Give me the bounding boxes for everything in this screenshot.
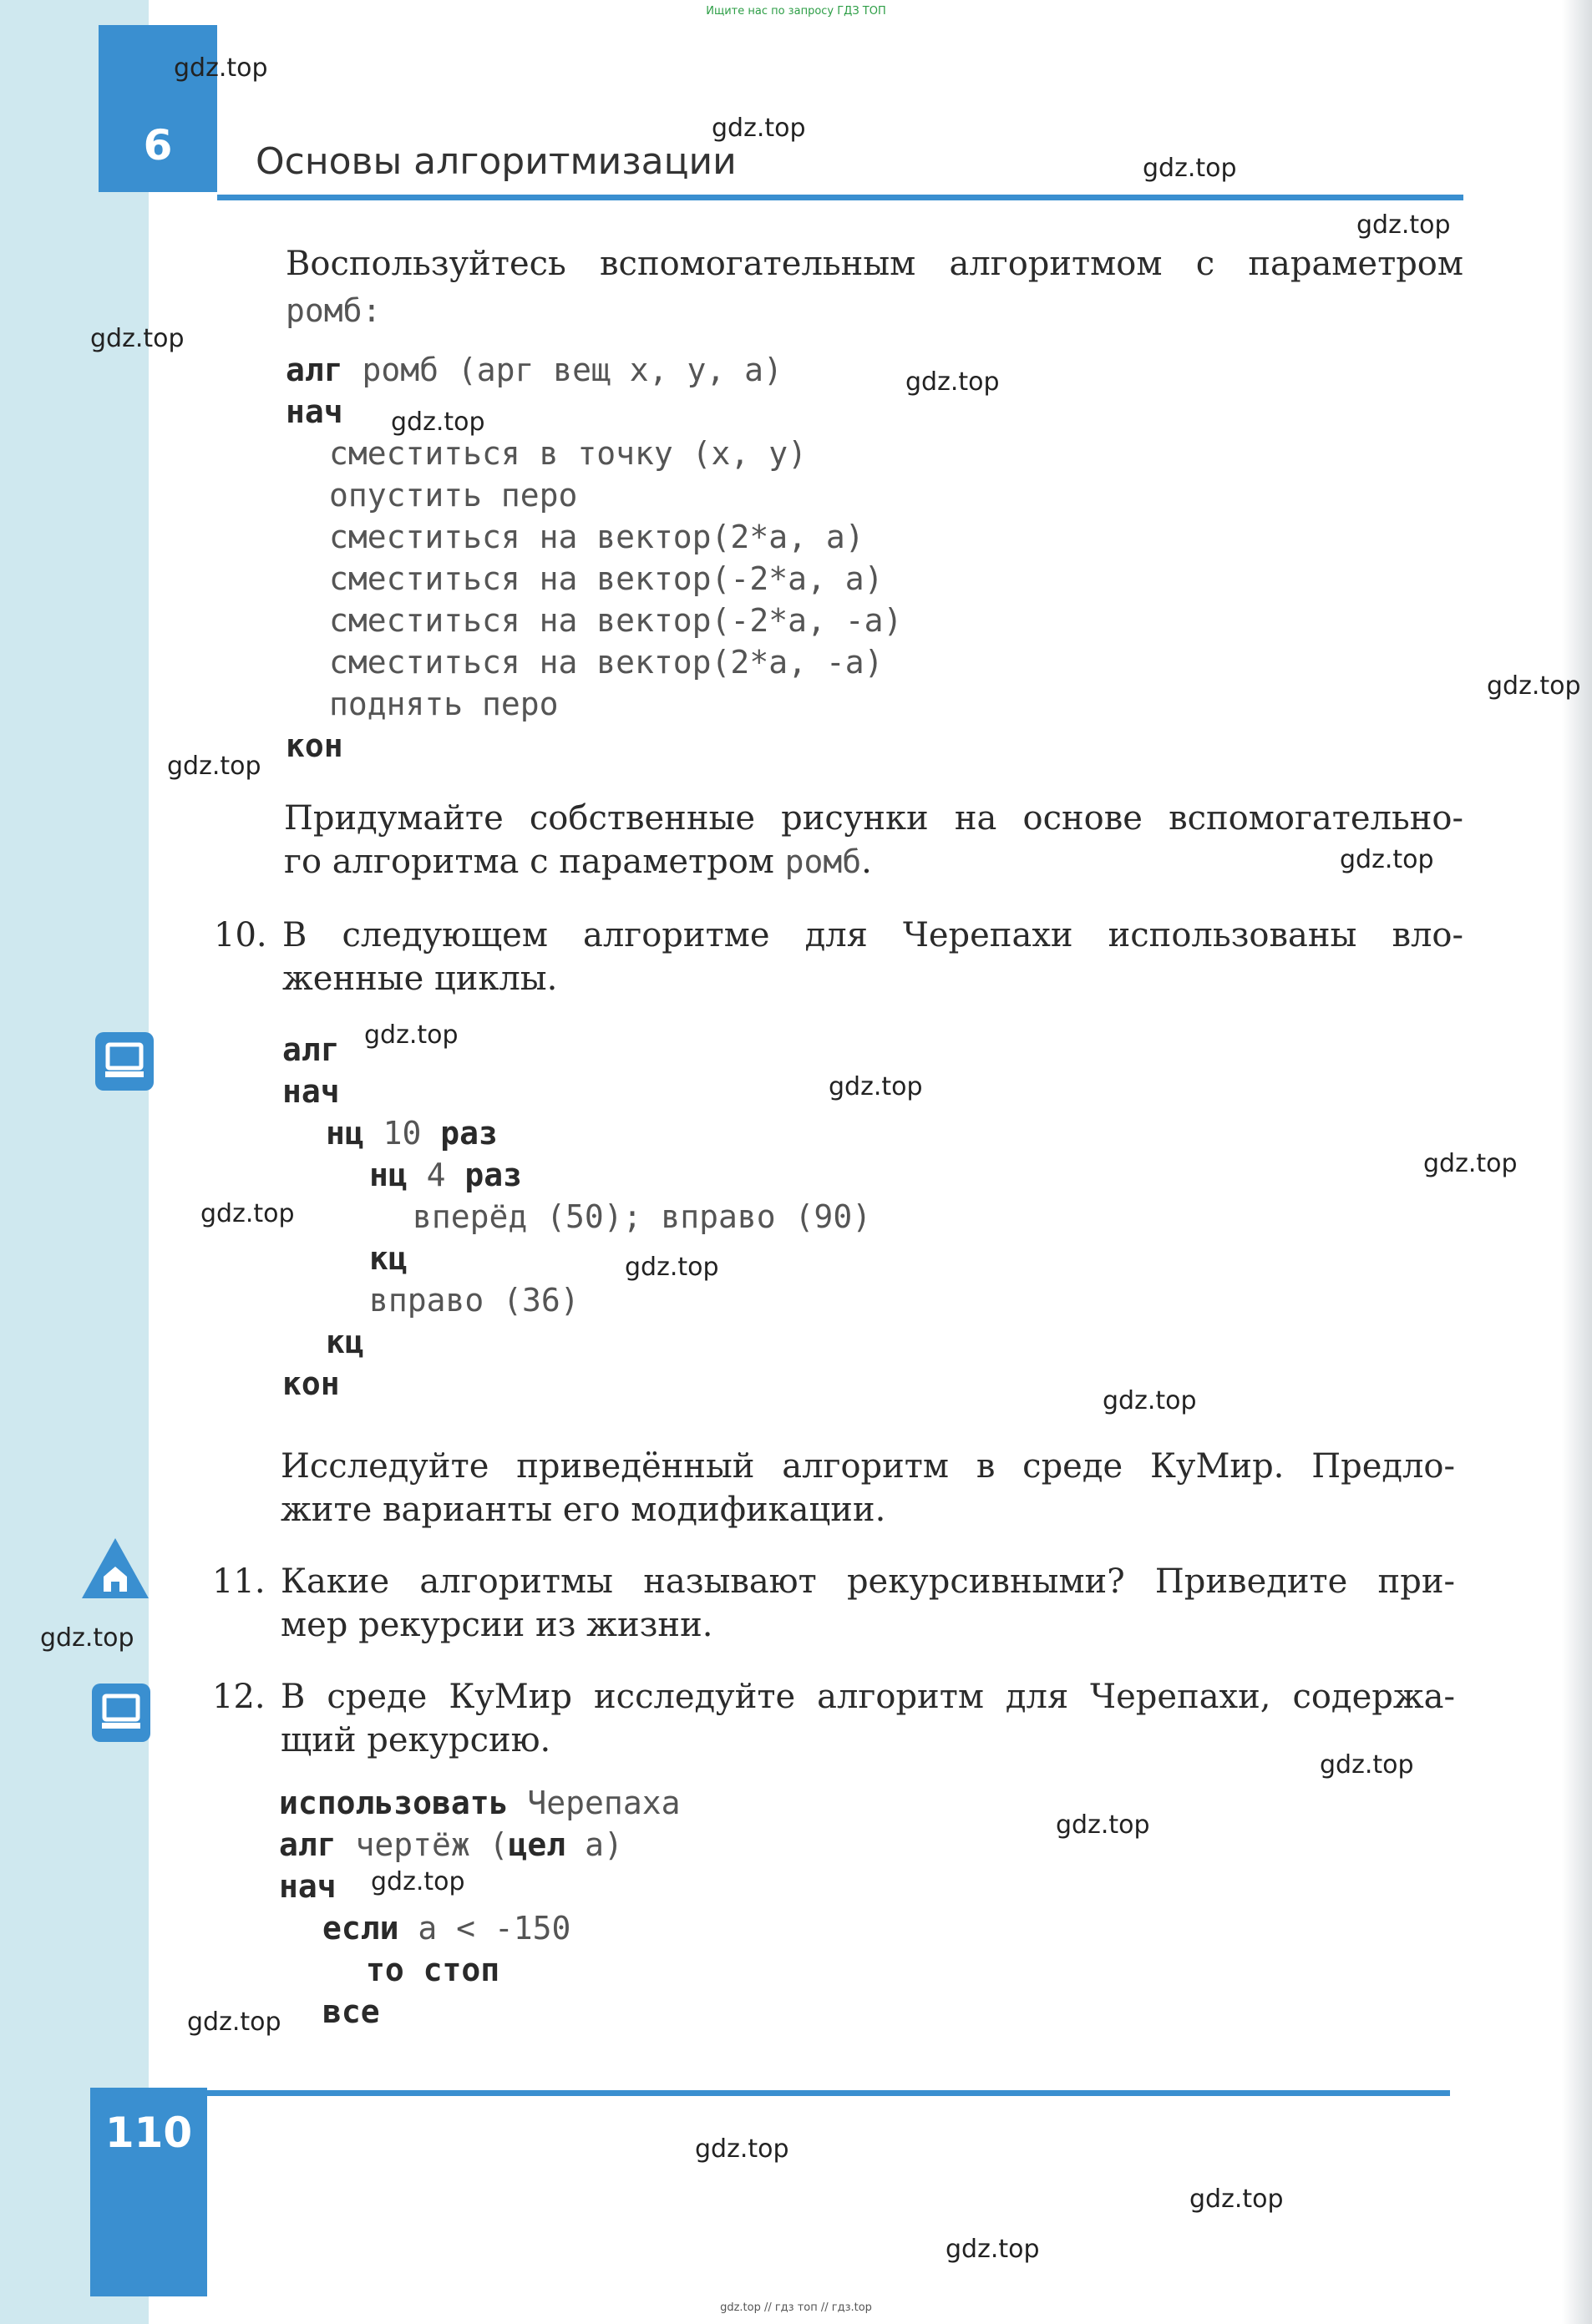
code-keyword: кон (282, 1365, 340, 1402)
watermark: gdz.top (905, 367, 1000, 397)
turtle-code-block (282, 1029, 1368, 1430)
watermark: gdz.top (1143, 154, 1237, 183)
code-keyword: раз (440, 1115, 498, 1152)
code-keyword: нач (279, 1868, 337, 1905)
intro-line-2: ромб: (286, 292, 382, 329)
code-keyword: кц (369, 1240, 408, 1277)
code-text: 10 (363, 1115, 441, 1152)
after-romb-line-2 (284, 840, 872, 884)
code-keyword: алг (279, 1826, 337, 1863)
task-12-line-1: В среде КуМир исследуйте алгоритм для Черепахи, содержа- (281, 1678, 1455, 1716)
romb-code-line (329, 683, 559, 732)
code-keyword: если (322, 1910, 399, 1947)
task-11-number: 11. (212, 1562, 266, 1601)
code-text: Черепаха (508, 1785, 681, 1821)
watermark: gdz.top (174, 53, 268, 83)
watermark: gdz.top (1487, 671, 1581, 701)
watermark: gdz.top (1189, 2185, 1284, 2214)
watermark: gdz.top (1423, 1149, 1518, 1178)
code-keyword: цел (508, 1826, 566, 1863)
watermark: gdz.top (712, 114, 806, 143)
after-romb-line-1: Придумайте собственные рисунки на основе вспомогательно- (284, 799, 1463, 838)
bottom-notice: gdz.top // гдз топ // гдз.top (720, 2301, 872, 2314)
watermark: gdz.top (40, 1623, 134, 1653)
code-text: вправо (36) (369, 1282, 580, 1319)
code-keyword: нач (286, 393, 343, 430)
code-keyword: то стоп (366, 1952, 500, 1988)
watermark: gdz.top (1103, 1386, 1197, 1415)
turtle-code-line (369, 1279, 580, 1328)
header-rule (217, 195, 1463, 200)
chapter-number: 6 (143, 121, 173, 170)
code-text: опустить перо (329, 477, 578, 514)
footer-rule (207, 2090, 1450, 2096)
romb-code-line (286, 349, 783, 397)
after-turtle-line-1: Исследуйте приведённый алгоритм в среде КуМир. Предло- (281, 1447, 1455, 1486)
code-text: сместиться в точку (x, y) (329, 435, 807, 472)
watermark: gdz.top (946, 2235, 1040, 2264)
recursion-code-line-5 (366, 1949, 499, 1997)
code-keyword: алг (282, 1031, 340, 1068)
after-turtle-line-2: жите варианты его модификации. (281, 1491, 886, 1529)
code-keyword: кон (286, 727, 343, 764)
watermark: gdz.top (167, 752, 261, 781)
watermark: gdz.top (1356, 210, 1451, 240)
watermark: gdz.top (391, 408, 485, 437)
home-icon (80, 1537, 150, 1600)
code-text: сместиться на вектор(-2*a, -a) (329, 602, 903, 639)
code-keyword: использовать (279, 1785, 509, 1821)
code-text: чертёж ( (336, 1826, 509, 1863)
code-text: 4 (407, 1157, 465, 1193)
code-text: вперёд (50); вправо (90) (413, 1198, 872, 1235)
watermark: gdz.top (695, 2134, 789, 2164)
code-text: поднять перо (329, 686, 559, 722)
watermark: gdz.top (829, 1072, 923, 1101)
task-12-number: 12. (212, 1678, 266, 1716)
code-keyword: раз (464, 1157, 523, 1193)
code-text: ромб (арг вещ x, y, a) (342, 352, 783, 388)
turtle-code-line (282, 1363, 340, 1411)
romb-code-line (286, 725, 343, 773)
watermark: gdz.top (90, 324, 185, 353)
after-romb-period: . (861, 843, 872, 881)
task-10-number: 10. (214, 916, 267, 954)
task-11-line-1: Какие алгоритмы называют рекурсивными? Приведите при- (281, 1562, 1455, 1601)
chapter-title: Основы алгоритмизации (256, 140, 737, 183)
top-notice: Ищите нас по запросу ГДЗ ТОП (706, 5, 886, 18)
computer-icon (92, 1684, 150, 1742)
code-keyword: нач (282, 1073, 340, 1110)
watermark: gdz.top (625, 1253, 719, 1282)
turtle-code-line (413, 1196, 871, 1244)
after-romb-code-word: ромб (784, 843, 862, 880)
code-keyword: нц (326, 1115, 364, 1152)
watermark: gdz.top (371, 1867, 465, 1896)
watermark: gdz.top (364, 1020, 459, 1050)
recursion-code-line-6 (322, 1991, 380, 2039)
task-10-line-2: женные циклы. (282, 959, 558, 998)
code-text: сместиться на вектор(2*a, a) (329, 519, 864, 555)
watermark: gdz.top (1056, 1810, 1150, 1840)
code-keyword: нц (369, 1157, 408, 1193)
code-text: a) (565, 1826, 623, 1863)
page-edge-shadow (1562, 0, 1592, 2324)
page-number: 110 (104, 2109, 193, 2157)
code-keyword: все (322, 1993, 380, 2030)
task-10-line-1: В следующем алгоритме для Черепахи использованы вло- (282, 916, 1463, 954)
watermark: gdz.top (200, 1199, 295, 1228)
code-text: a < -150 (398, 1910, 571, 1947)
watermark: gdz.top (1340, 845, 1434, 874)
code-keyword: кц (326, 1324, 364, 1360)
intro-line-1: Воспользуйтесь вспомогательным алгоритмом с параметром (286, 245, 1463, 283)
code-text: сместиться на вектор(2*a, -a) (329, 644, 884, 681)
after-romb-text: го алгоритма с параметром (284, 843, 785, 881)
computer-icon (95, 1032, 154, 1091)
task-11-line-2: мер рекурсии из жизни. (281, 1606, 713, 1644)
code-text: сместиться на вектор(-2*a, a) (329, 560, 884, 597)
code-keyword: алг (286, 352, 343, 388)
task-12-line-2: щий рекурсию. (281, 1721, 551, 1759)
watermark: gdz.top (1320, 1750, 1414, 1780)
watermark: gdz.top (187, 2008, 281, 2037)
